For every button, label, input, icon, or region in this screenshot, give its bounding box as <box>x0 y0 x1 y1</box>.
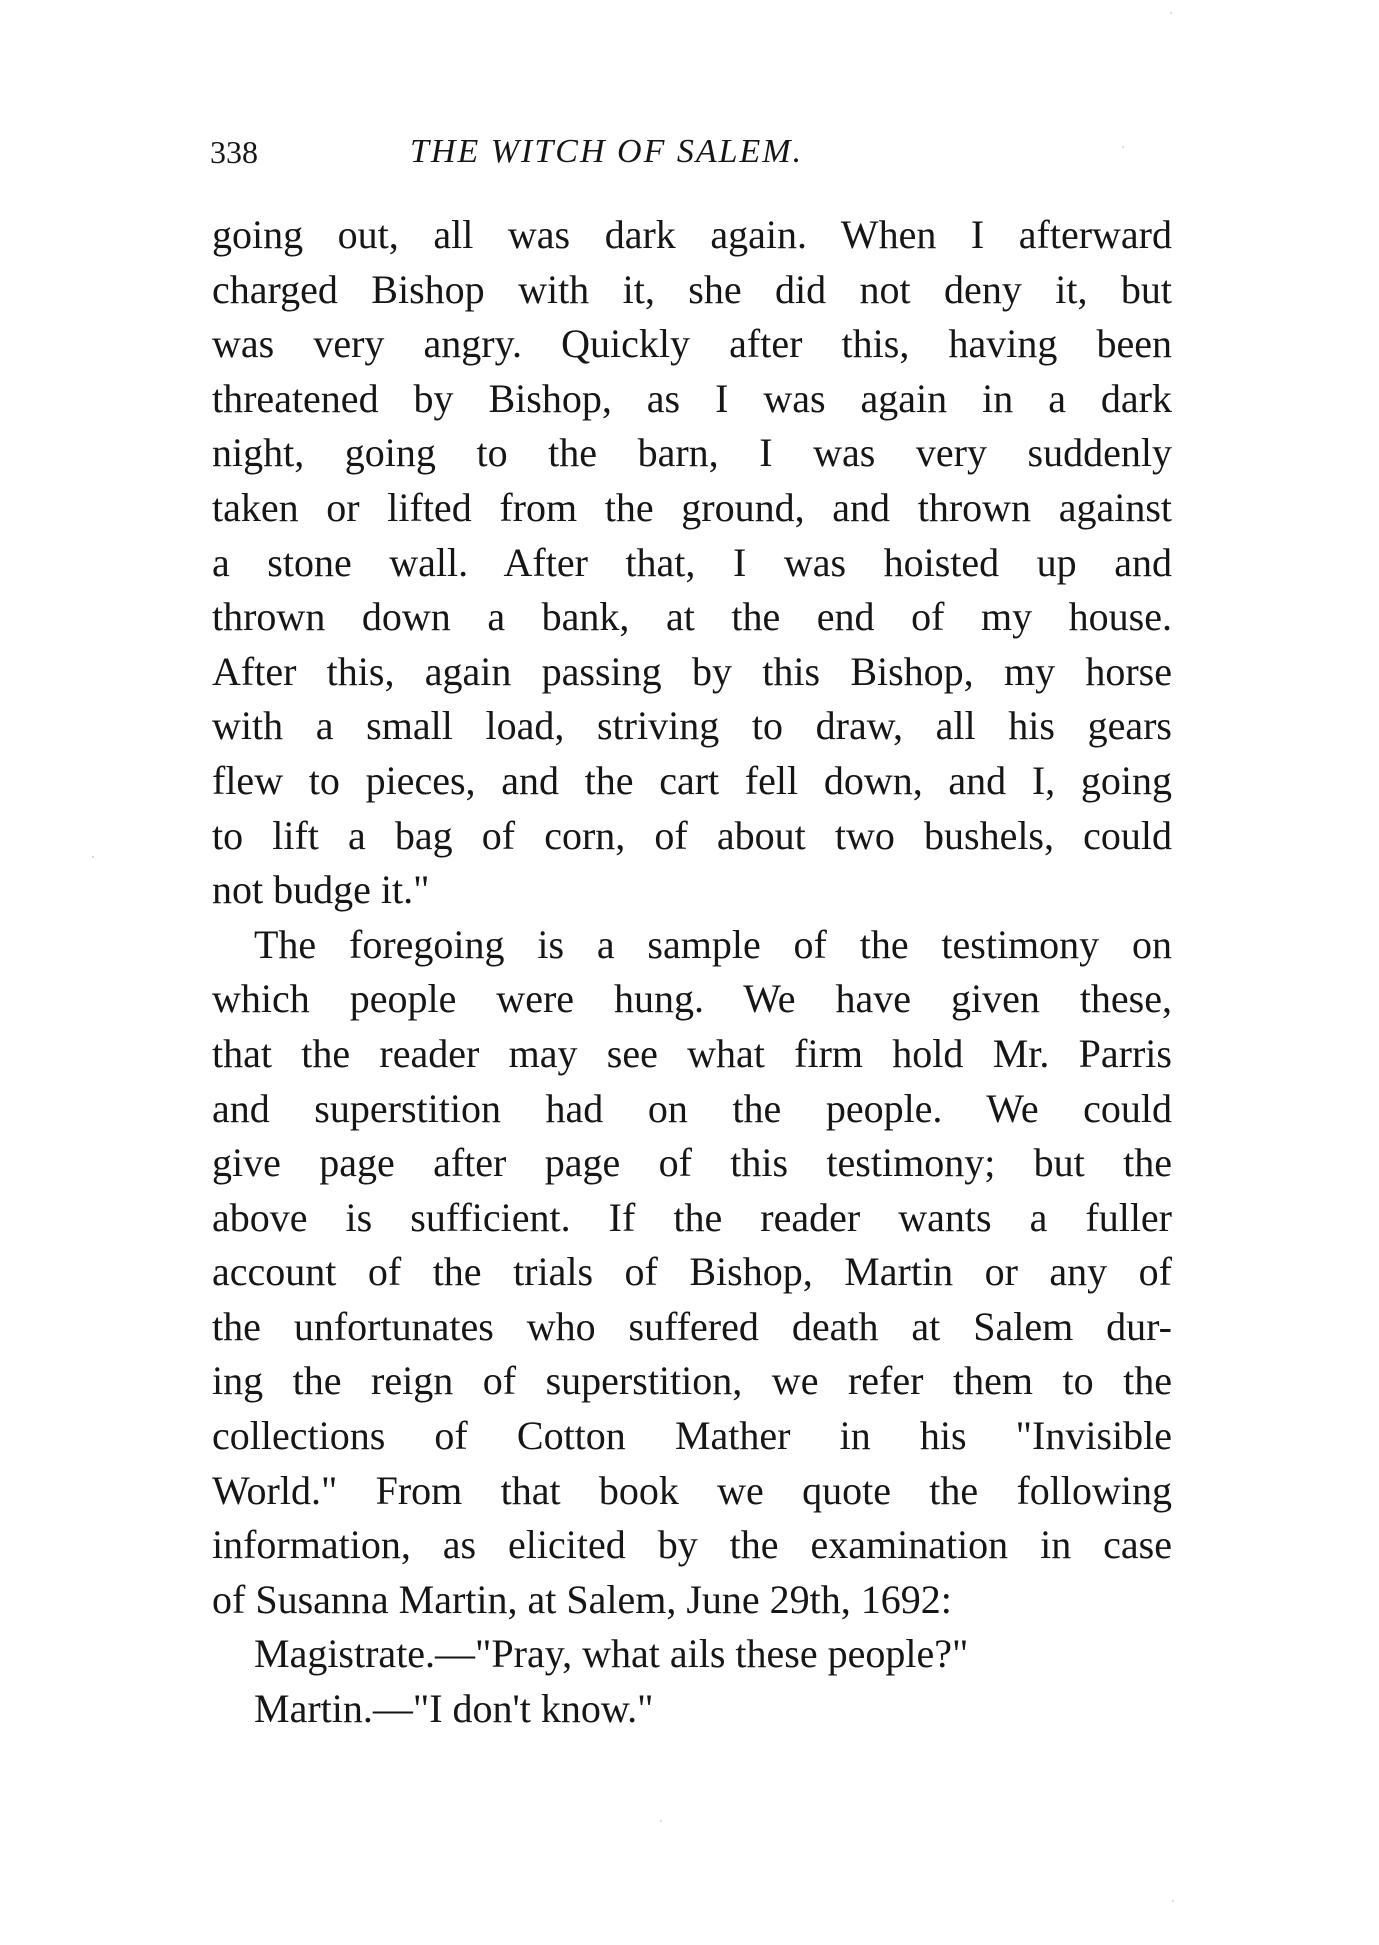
paper-speck <box>1172 1900 1174 1902</box>
dialogue-line-martin: Martin.—"I don't know." <box>254 1686 654 1732</box>
text-line: not budge it." <box>212 867 430 913</box>
text-line: give page after page of this testimony; but the <box>212 1140 1172 1186</box>
paragraph-foregoing <box>212 918 1172 1628</box>
page-number: 338 <box>210 134 258 170</box>
text-line: was very angry. Quickly after this, having been <box>212 321 1172 367</box>
text-line: charged Bishop with it, she did not deny it, but <box>212 266 1172 312</box>
text-line: above is sufficient. If the reader wants a fuller <box>212 1194 1172 1240</box>
dialogue-line-magistrate: Magistrate.—"Pray, what ails these people?" <box>254 1631 969 1677</box>
paper-speck <box>1122 146 1124 148</box>
text-line: a stone wall. After that, I was hoisted up and <box>212 539 1172 585</box>
text-line: account of the trials of Bishop, Martin or any of <box>212 1249 1172 1295</box>
running-title: THE WITCH OF SALEM. <box>410 133 804 170</box>
text-line: collections of Cotton Mather in his "Invisible <box>212 1413 1172 1459</box>
text-line: the unfortunates who suffered death at Salem dur- <box>212 1303 1172 1349</box>
text-line: flew to pieces, and the cart fell down, and I, going <box>212 757 1172 803</box>
text-line: which people were hung. We have given these, <box>212 976 1172 1022</box>
page-body <box>212 208 1172 1737</box>
text-line: information, as elicited by the examination in case <box>212 1522 1172 1568</box>
page-header <box>210 130 930 174</box>
examination-dialogue <box>212 1627 1172 1736</box>
text-line: After this, again passing by this Bishop, my horse <box>212 648 1172 694</box>
paper-speck <box>660 1820 662 1822</box>
text-line: and superstition had on the people. We could <box>212 1085 1172 1131</box>
text-line: night, going to the barn, I was very suddenly <box>212 430 1172 476</box>
text-line: that the reader may see what firm hold Mr. Parris <box>212 1030 1172 1076</box>
text-line: of Susanna Martin, at Salem, June 29th, 1692: <box>212 1576 952 1622</box>
text-line: World." From that book we quote the following <box>212 1467 1172 1513</box>
text-line: with a small load, striving to draw, all his gears <box>212 703 1172 749</box>
text-line: threatened by Bishop, as I was again in a dark <box>212 375 1172 421</box>
paragraph-testimony-end <box>212 208 1172 918</box>
text-line: to lift a bag of corn, of about two bushels, could <box>212 812 1172 858</box>
paper-speck <box>92 856 94 858</box>
text-line: taken or lifted from the ground, and thrown against <box>212 484 1172 530</box>
text-line: ing the reign of superstition, we refer them to the <box>212 1358 1172 1404</box>
text-line: thrown down a bank, at the end of my house. <box>212 594 1172 640</box>
text-line: going out, all was dark again. When I afterward <box>212 212 1172 257</box>
text-line: The foregoing is a sample of the testimony on <box>254 921 1172 967</box>
paper-speck <box>1170 12 1172 14</box>
